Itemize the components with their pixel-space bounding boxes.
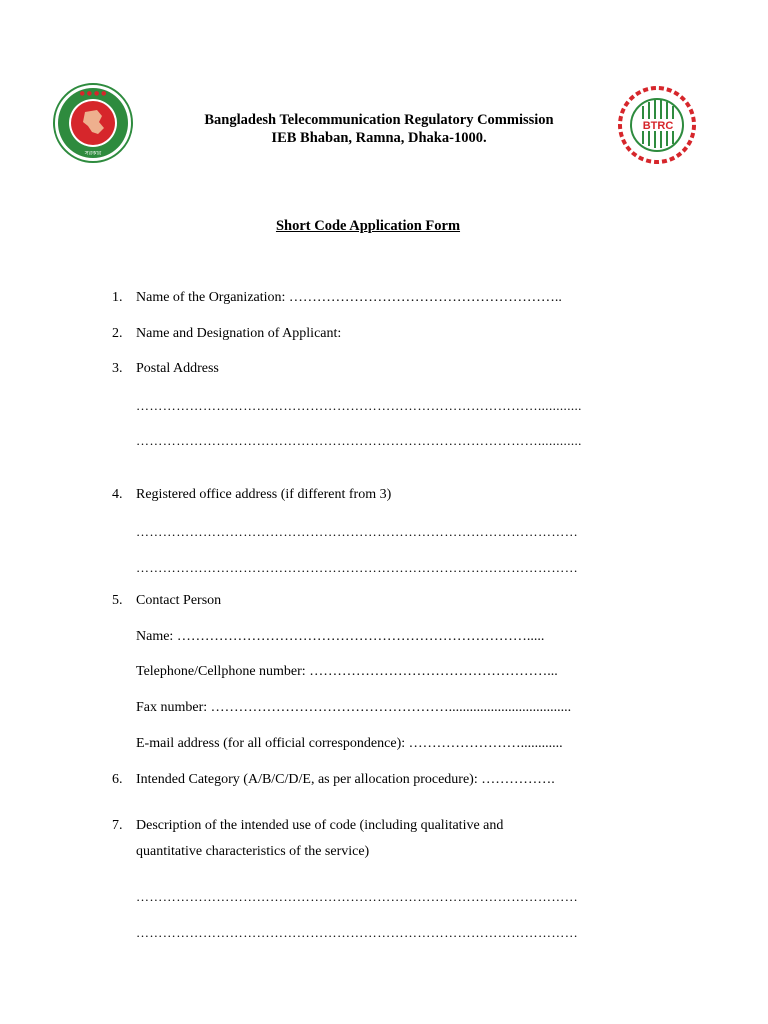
organization-name: Bangladesh Telecommunication Regulatory Commission	[204, 112, 554, 128]
item-number: 3.	[112, 361, 123, 376]
item-label: Postal Address	[136, 361, 219, 376]
item-number: 7.	[112, 818, 123, 833]
contact-phone-field[interactable]: Telephone/Cellphone number: ……………………………………………...	[136, 664, 558, 679]
item-registered-office-address	[112, 487, 391, 503]
postal-address-line-1[interactable]: ………………………………………………………………………………............	[136, 398, 582, 413]
item-intended-category[interactable]	[112, 772, 555, 788]
registered-address-line-1[interactable]: ………………………………………………………………………………………	[136, 524, 579, 539]
contact-name-field[interactable]: Name: ………………………………………………………………….....	[136, 629, 545, 644]
organization-address: IEB Bhaban, Ramna, Dhaka-1000.	[271, 130, 487, 146]
item-number: 6.	[112, 772, 123, 787]
item-organization-name[interactable]	[112, 290, 562, 306]
item-label: Registered office address (if different from 3)	[136, 487, 392, 502]
item-postal-address	[112, 361, 219, 377]
svg-text:সরকার: সরকার	[84, 150, 102, 157]
registered-address-line-2[interactable]: ………………………………………………………………………………………	[136, 560, 579, 575]
description-line-1[interactable]: ………………………………………………………………………………………	[136, 889, 579, 904]
contact-email-field[interactable]: E-mail address (for all official correspondence): ……………………............	[136, 736, 563, 751]
item-label: Name and Designation of Applicant:	[136, 326, 342, 341]
contact-fax-field[interactable]: Fax number: ……………………………………………...................................	[136, 700, 572, 715]
item-label: Intended Category (A/B/C/D/E, as per allocation procedure): …………….	[136, 772, 555, 787]
item-applicant-name-designation[interactable]	[112, 326, 341, 342]
item-description	[112, 818, 503, 834]
item-number: 5.	[112, 593, 123, 608]
item-number: 4.	[112, 487, 123, 502]
item-label: Contact Person	[136, 593, 222, 608]
item-description-continued: quantitative characteristics of the service)	[136, 844, 370, 859]
postal-address-line-2[interactable]: ………………………………………………………………………………............	[136, 433, 582, 448]
item-contact-person	[112, 593, 221, 609]
item-label: Name of the Organization: …………………………………………………..	[136, 290, 562, 305]
government-seal-logo	[52, 82, 134, 164]
btrc-logo	[616, 84, 698, 166]
svg-text:● ● ● ●: ● ● ● ●	[79, 90, 107, 97]
item-number: 2.	[112, 326, 123, 341]
btrc-logo-text: BTRC	[642, 120, 674, 132]
item-label: Description of the intended use of code (including qualitative and	[136, 818, 504, 833]
form-title: Short Code Application Form	[275, 218, 461, 234]
item-number: 1.	[112, 290, 123, 305]
description-line-2[interactable]: ………………………………………………………………………………………	[136, 925, 579, 940]
